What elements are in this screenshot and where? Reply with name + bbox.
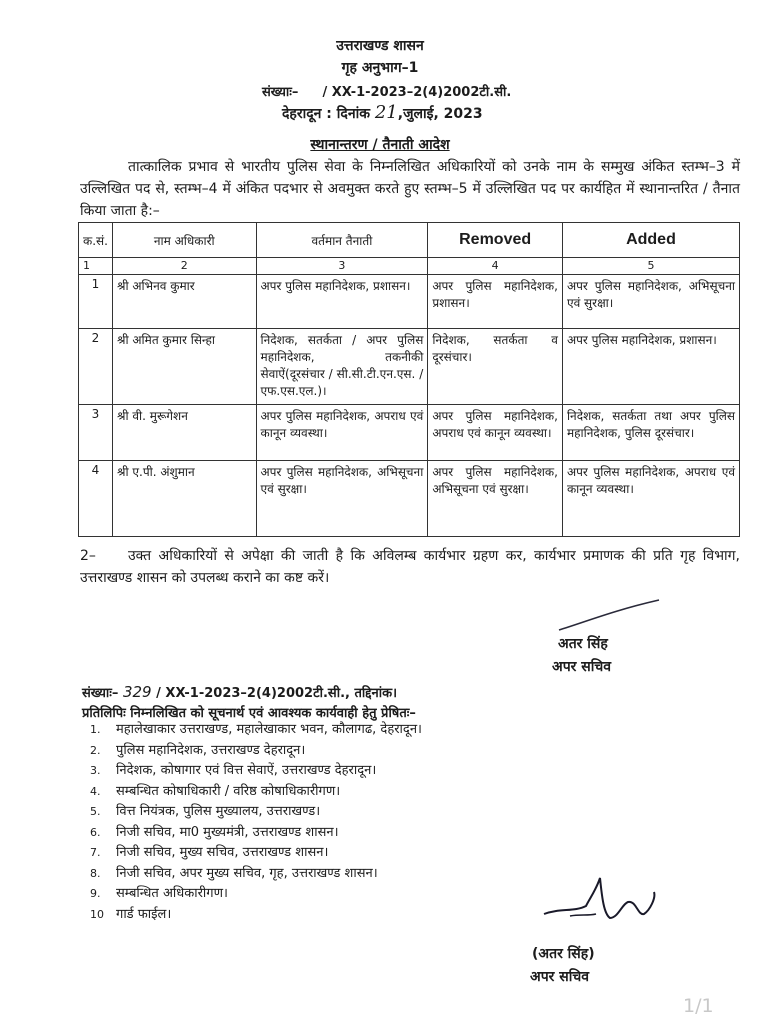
signatory-name-2: (अतर सिंह): [532, 946, 595, 962]
list-item-number: 3.: [90, 764, 101, 777]
order-paragraph-1: तात्कालिक प्रभाव से भारतीय पुलिस सेवा के निम्नलिखित अधिकारियों को उनके नाम के सम्मुख अंकित स्तम्भ–3 में उल्लिखित पद से, स्तम्भ–4 में अंकित पदभार से अवमुक्त करते हुए स्तम्भ–5 में उल्लिखित पद पर कार्यहित में स्थानान्तरित / तैनात किया जाता है:–: [80, 159, 740, 219]
paragraph-number: 2–: [80, 548, 96, 564]
signatory-designation-2: अपर सचिव: [530, 969, 590, 985]
row-sn: 2: [79, 329, 113, 405]
header-sn: क.सं.: [79, 223, 113, 258]
order-subject: स्थानान्तरण / तैनाती आदेश: [310, 137, 450, 153]
column-number-row: [79, 258, 740, 275]
list-item: [90, 761, 650, 782]
column-number: 3: [256, 258, 428, 275]
list-item-text: महालेखाकार उत्तराखण्ड, महालेखाकार भवन, कौलागढ, देहरादून।: [116, 722, 422, 737]
list-item: [90, 782, 650, 803]
list-item-text: निजी सचिव, अपर मुख्य सचिव, गृह, उत्तराखण्ड शासन।: [116, 865, 378, 881]
date-line: [282, 102, 483, 123]
row-officer-name: श्री अभिनव कुमार: [112, 275, 256, 329]
list-item-number: 9.: [90, 887, 101, 900]
table-header-row: [79, 223, 740, 258]
list-item-text: निदेशक, कोषागार एवं वित्त सेवाऐं, उत्तराखण्ड देहरादून।: [116, 763, 377, 778]
row-removed: अपर पुलिस महानिदेशक, प्रशासन।: [428, 275, 563, 329]
table-row: [79, 275, 740, 329]
row-current-posting: निदेशक, सतर्कता / अपर पुलिस महानिदेशक, तकनीकी सेवाऐं(दूरसंचार / सी.सी.टी.एन.एस. / एफ.एस.एल.)।: [256, 329, 428, 405]
list-item: [90, 823, 650, 844]
signatory-designation-1: अपर सचिव: [552, 659, 612, 675]
copy-reference-label: संख्याः–: [82, 686, 119, 701]
reference-number: / XX-1-2023–2(4)2002टी.सी.: [322, 85, 512, 100]
row-officer-name: श्री वी. मुरूगेशन: [112, 405, 256, 461]
list-item-number: 10: [90, 907, 104, 921]
table-row: [79, 329, 740, 405]
column-number: 2: [112, 258, 256, 275]
row-officer-name: श्री ए.पी. अंशुमान: [112, 461, 256, 537]
list-item-number: 8.: [90, 866, 101, 880]
row-officer-name: श्री अमित कुमार सिन्हा: [112, 329, 256, 405]
row-current-posting: अपर पुलिस महानिदेशक, प्रशासन।: [256, 275, 428, 329]
date-suffix: ,जुलाई, 2023: [397, 106, 483, 122]
list-item-text: वित्त नियंत्रक, पुलिस मुख्यालय, उत्तराखण्ड।: [116, 804, 321, 819]
column-number: 4: [428, 258, 563, 275]
list-item-text: सम्बन्धित कोषाधिकारी / वरिष्ठ कोषाधिकारीगण।: [116, 783, 341, 799]
list-item: [90, 741, 650, 762]
row-added: अपर पुलिस महानिदेशक, प्रशासन।: [562, 329, 739, 405]
row-removed: अपर पुलिस महानिदेशक, अभिसूचना एवं सुरक्षा।: [428, 461, 563, 537]
list-item-number: 7.: [90, 846, 101, 859]
list-item-text: निजी सचिव, मा0 मुख्यमंत्री, उत्तराखण्ड शासन।: [116, 824, 339, 840]
list-item: [90, 802, 650, 823]
table-row: [79, 405, 740, 461]
list-item: [90, 720, 650, 741]
list-item-number: 6.: [90, 825, 101, 839]
row-sn: 3: [79, 405, 113, 461]
column-number: 1: [79, 258, 113, 275]
paragraph-text: उक्त अधिकारियों से अपेक्षा की जाती है कि अविलम्ब कार्यभार ग्रहण कर, कार्यभार प्रमाणक की प्रति गृह विभाग, उत्तराखण्ड शासन को उपलब्ध कराने का कष्ट करें।: [80, 548, 740, 586]
row-current-posting: अपर पुलिस महानिदेशक, अभिसूचना एवं सुरक्षा।: [256, 461, 428, 537]
signature-stroke-1: [555, 596, 665, 636]
header-current-posting: वर्तमान तैनाती: [256, 223, 428, 258]
list-item-number: 1.: [90, 723, 101, 736]
list-item-text: सम्बन्धित अधिकारीगण।: [116, 886, 228, 901]
header-removed: Removed: [428, 223, 563, 258]
list-item: [90, 843, 650, 864]
transfer-table: [78, 222, 740, 537]
row-removed: अपर पुलिस महानिदेशक, अपराध एवं कानून व्यवस्था।: [428, 405, 563, 461]
date-prefix: देहरादून : दिनांक: [282, 106, 370, 122]
reference-line: [262, 82, 511, 100]
row-current-posting: अपर पुलिस महानिदेशक, अपराध एवं कानून व्यवस्था।: [256, 405, 428, 461]
reference-label: संख्याः–: [262, 85, 299, 100]
copy-reference-rest: / XX-1-2023–2(4)2002टी.सी., तद्दिनांक।: [156, 686, 398, 701]
signature-stroke-2: [540, 868, 670, 936]
header-added: Added: [562, 223, 739, 258]
order-paragraph-2: [80, 545, 740, 589]
page-number: 1/1: [683, 995, 714, 1017]
list-item-text: पुलिस महानिदेशक, उत्तराखण्ड देहरादून।: [116, 742, 306, 758]
table-row: [79, 461, 740, 537]
row-added: अपर पुलिस महानिदेशक, अपराध एवं कानून व्यवस्था।: [562, 461, 739, 537]
date-day-handwritten: 21: [374, 102, 398, 123]
list-item-number: 2.: [90, 743, 101, 757]
column-number: 5: [562, 258, 739, 275]
list-item-text: निजी सचिव, मुख्य सचिव, उत्तराखण्ड शासन।: [116, 845, 329, 860]
list-item-number: 5.: [90, 805, 101, 818]
copy-reference-handwritten: 329: [122, 683, 152, 701]
list-item-number: 4.: [90, 784, 101, 798]
row-added: अपर पुलिस महानिदेशक, अभिसूचना एवं सुरक्षा।: [562, 275, 739, 329]
header-officer-name: नाम अधिकारी: [112, 223, 256, 258]
copy-reference-line: [82, 683, 397, 701]
signatory-name-1: अतर सिंह: [558, 636, 608, 652]
copy-heading: प्रतिलिपिः निम्नलिखित को सूचनार्थ एवं आवश्यक कार्यवाही हेतु प्रेषितः–: [82, 706, 416, 721]
government-header: उत्तराखण्ड शासन: [336, 38, 424, 54]
row-sn: 4: [79, 461, 113, 537]
row-sn: 1: [79, 275, 113, 329]
department-header: गृह अनुभाग–1: [341, 60, 419, 76]
row-removed: निदेशक, सतर्कता व दूरसंचार।: [428, 329, 563, 405]
list-item-text: गार्ड फाईल।: [116, 906, 172, 922]
row-added: निदेशक, सतर्कता तथा अपर पुलिस महानिदेशक, पुलिस दूरसंचार।: [562, 405, 739, 461]
